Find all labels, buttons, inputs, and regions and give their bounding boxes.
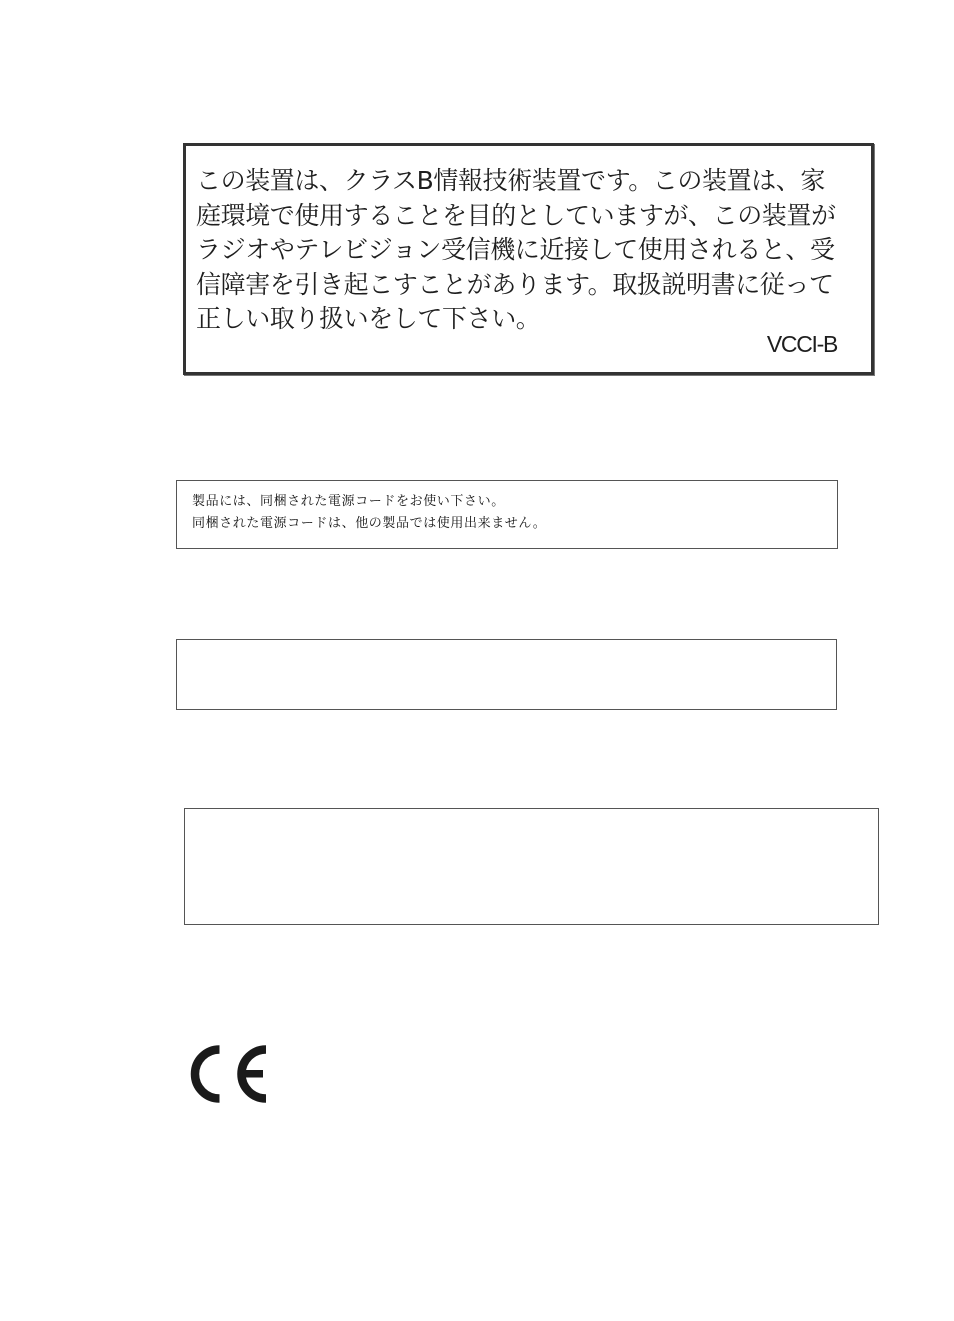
vcci-notice-line: この装置は、クラスB情報技術装置です。この装置は、家 — [196, 166, 826, 195]
vcci-notice-line: 庭環境で使用することを目的としていますが、この装置が — [196, 200, 836, 230]
ce-mark-icon — [186, 1043, 270, 1105]
power-cord-notice-box — [176, 480, 838, 549]
vcci-notice-text — [196, 164, 856, 337]
vcci-notice-line: 正しい取り扱いをして下さい。 — [196, 304, 541, 333]
power-cord-notice-text — [192, 491, 546, 535]
empty-notice-box — [176, 639, 837, 710]
vcci-notice-line: 信障害を引き起こすことがあります。取扱説明書に従って — [196, 269, 834, 299]
vcci-notice-box — [183, 143, 874, 375]
power-cord-notice-line: 同梱された電源コードは、他の製品では使用出来ません。 — [192, 516, 547, 531]
empty-notice-box-large — [184, 808, 879, 925]
vcci-class-mark: VCCI-B — [766, 331, 837, 357]
power-cord-notice-line: 製品には、同梱された電源コードをお使い下さい。 — [192, 494, 505, 509]
vcci-notice-line: ラジオやテレビジョン受信機に近接して使用されると、受 — [196, 235, 835, 264]
